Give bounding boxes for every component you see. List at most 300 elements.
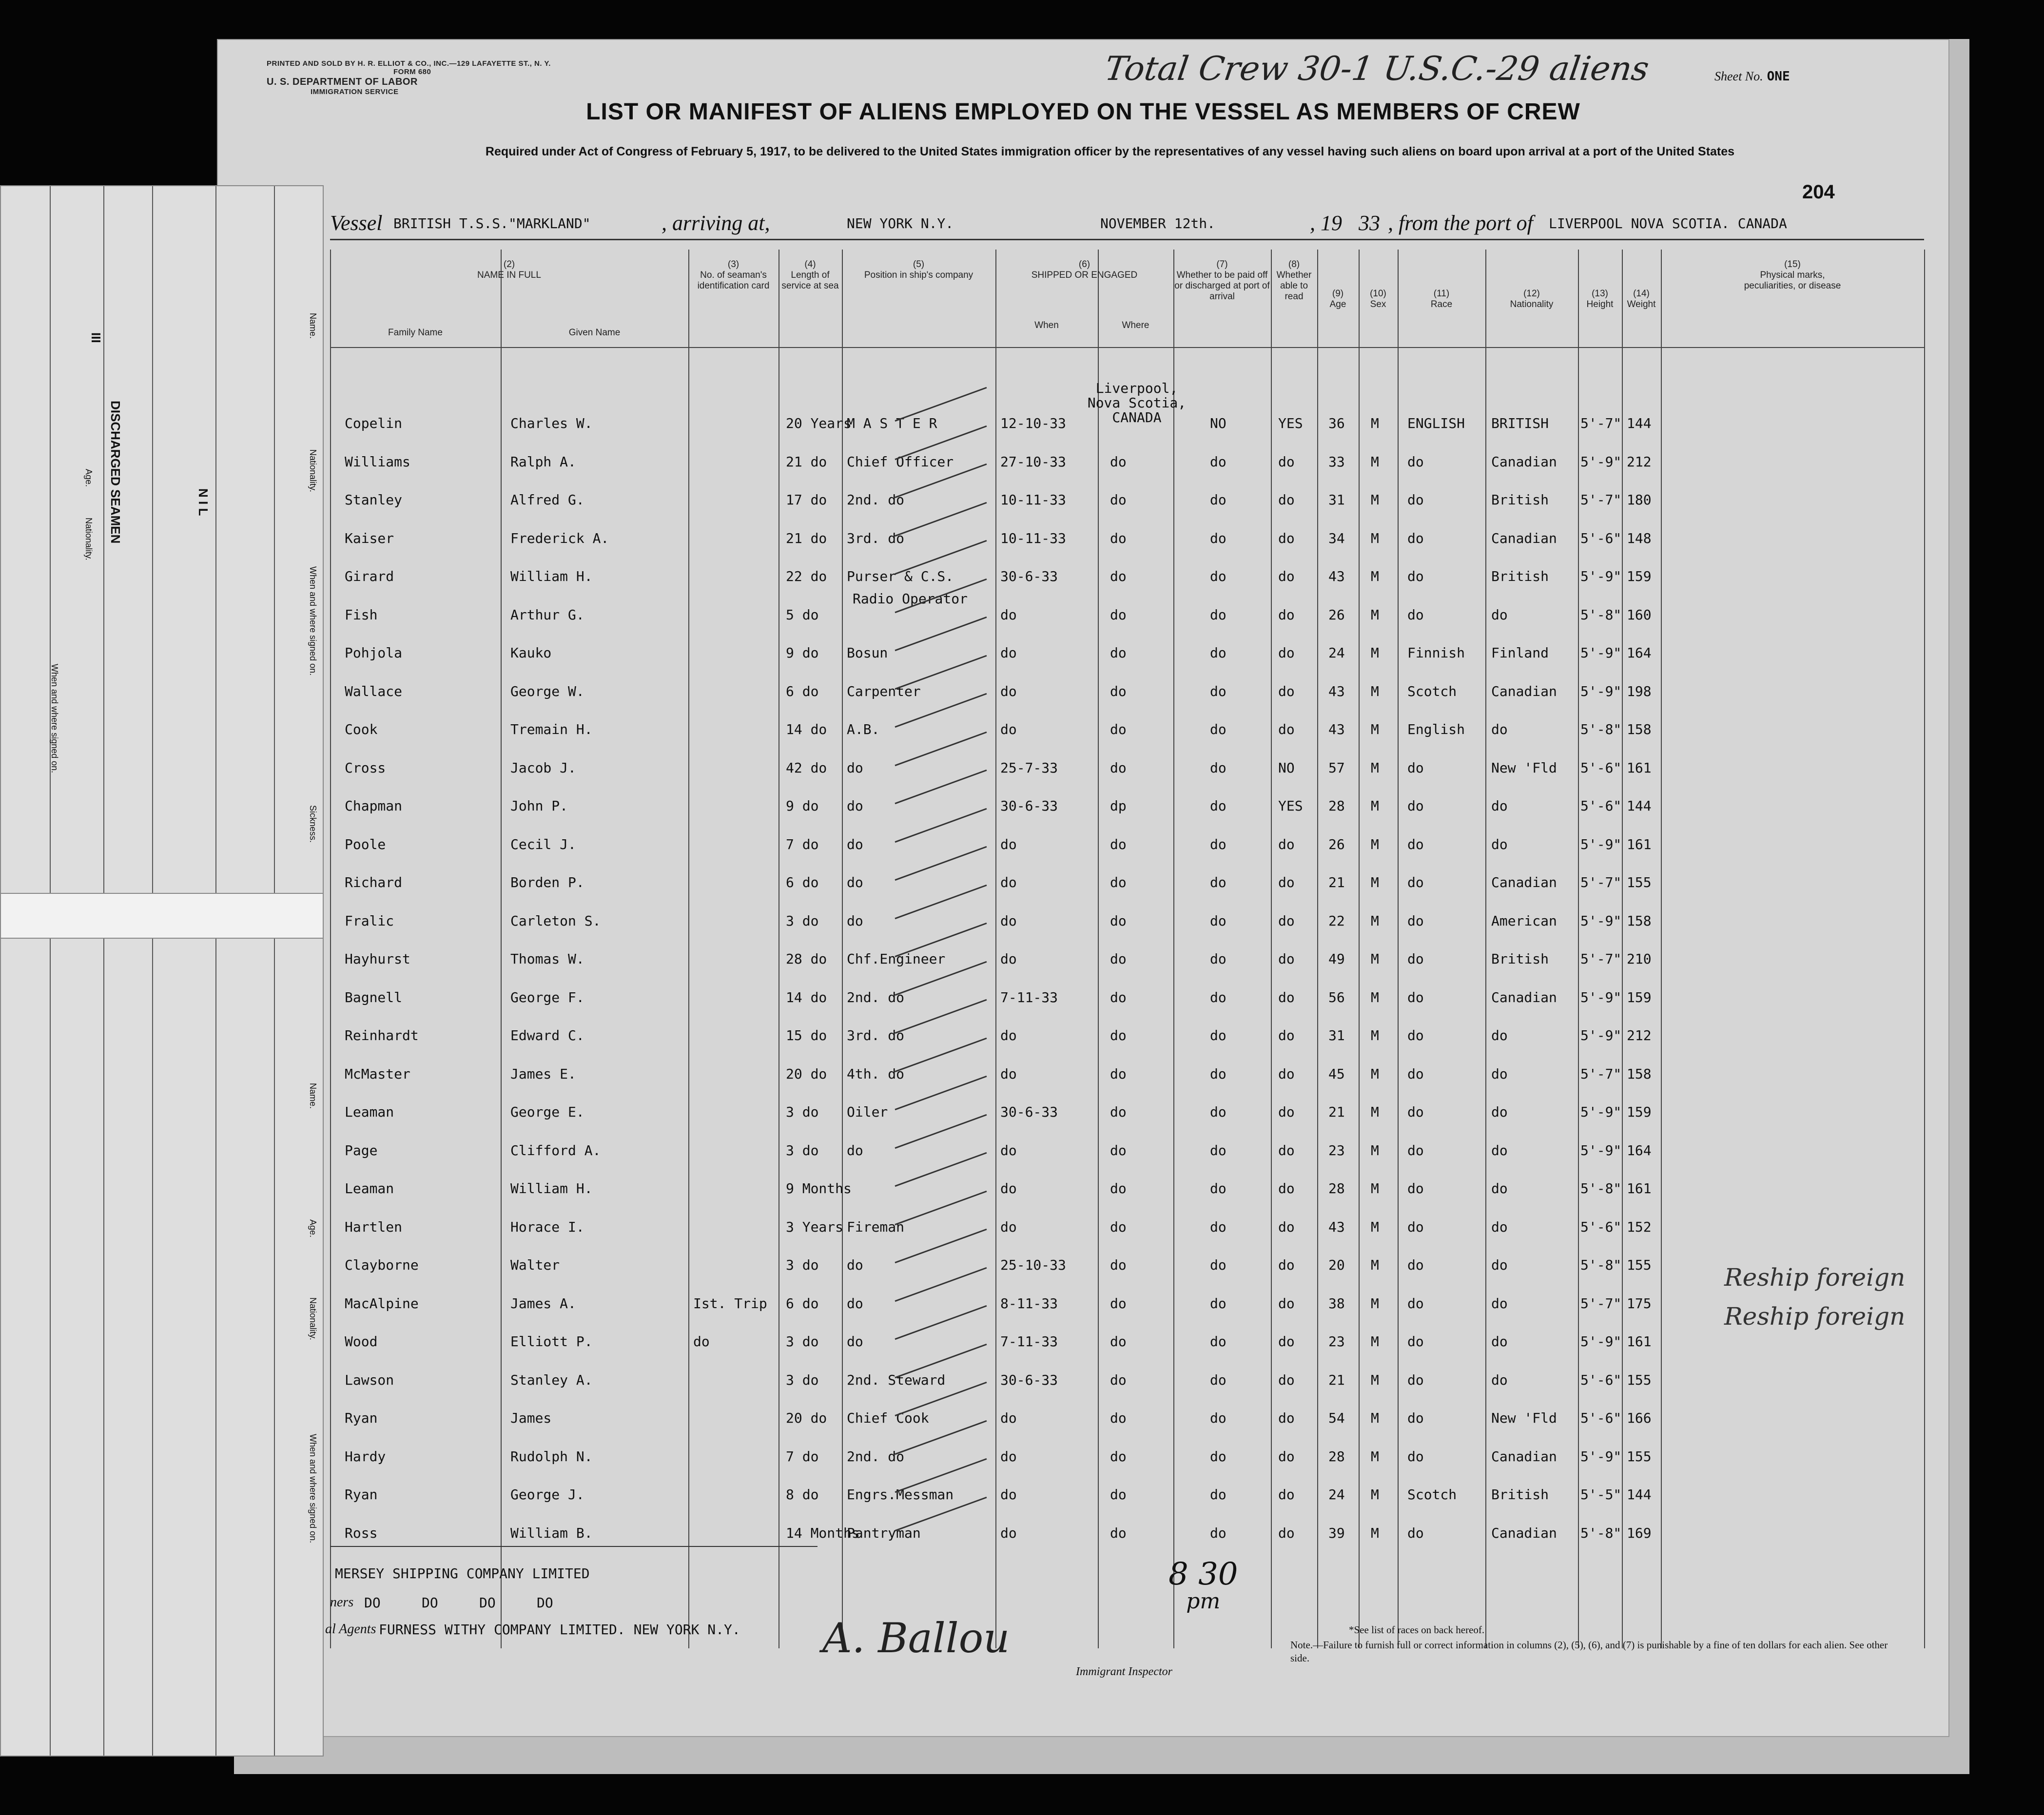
- where-cell: do: [1110, 912, 1127, 929]
- age-cell: 24: [1328, 645, 1345, 661]
- paid-off-cell: do: [1210, 1525, 1226, 1541]
- age-cell: 23: [1328, 1333, 1345, 1350]
- col-weight: Weight: [1627, 299, 1656, 309]
- sex-cell: M: [1371, 683, 1379, 699]
- family-name-cell: Pohjola: [345, 645, 403, 661]
- family-name-cell: McMaster: [345, 1065, 410, 1082]
- read-cell: do: [1278, 492, 1295, 508]
- nationality-cell: New 'Fld: [1491, 1410, 1557, 1426]
- col-sex-header: [1359, 289, 1398, 310]
- table-row: [218, 1027, 1924, 1062]
- length-cell: 17 do: [786, 492, 827, 508]
- service: IMMIGRATION SERVICE: [311, 88, 399, 96]
- table-row: [218, 645, 1924, 679]
- where-cell: do: [1110, 836, 1127, 852]
- length-cell: 21 do: [786, 453, 827, 470]
- table-row: [218, 492, 1924, 526]
- position-cell: do: [847, 1257, 863, 1273]
- height-cell: 5'-7": [1580, 874, 1622, 890]
- table-row: [218, 1333, 1924, 1368]
- weight-cell: 198: [1627, 683, 1652, 699]
- height-cell: 5'-8": [1580, 606, 1622, 623]
- col-where: Where: [1122, 320, 1149, 330]
- height-cell: 5'-7": [1580, 1295, 1622, 1312]
- weight-cell: 152: [1627, 1218, 1652, 1235]
- ls-nationality-label-2: Nationality.: [84, 518, 94, 560]
- position-cell: 3rd. do: [847, 1027, 905, 1043]
- col-age-header: [1317, 289, 1359, 310]
- given-name-cell: George W.: [510, 683, 584, 699]
- table-row: [218, 1142, 1924, 1177]
- nationality-cell: do: [1491, 1257, 1508, 1273]
- length-cell: 3 do: [786, 912, 819, 929]
- paid-off-cell: do: [1210, 1448, 1226, 1465]
- weight-cell: 155: [1627, 1371, 1652, 1388]
- ls-when-where-label-lower: When and where signed on.: [308, 1434, 318, 1544]
- col-sex: Sex: [1370, 299, 1386, 309]
- nationality-cell: do: [1491, 1371, 1508, 1388]
- when-cell: do: [1000, 912, 1017, 929]
- where-cell: do: [1110, 568, 1127, 584]
- age-cell: 57: [1328, 759, 1345, 776]
- paid-off-cell: do: [1210, 1104, 1226, 1120]
- footer-rule: [330, 1546, 818, 1547]
- race-cell: English: [1407, 721, 1465, 737]
- nil-entry: N I L: [196, 488, 211, 516]
- col-race-header: [1398, 289, 1485, 310]
- age-cell: 21: [1328, 1371, 1345, 1388]
- col-num-8: (8): [1288, 259, 1300, 270]
- height-cell: 5'-9": [1580, 683, 1622, 699]
- ls-nationality-label: Nationality.: [308, 449, 318, 492]
- col-num-6: (6): [1078, 259, 1090, 270]
- sex-cell: M: [1371, 1525, 1379, 1541]
- printer-line: PRINTED AND SOLD BY H. R. ELLIOT & CO., INC.—129 LAFAYETTE ST., N. Y.: [267, 59, 551, 68]
- nationality-cell: do: [1491, 606, 1508, 623]
- penalty-note: Note.—Failure to furnish full or correct information in columns (2), (5), (6), and (7) is punishable by a fine of ten dollars for each alien. See other side.: [1290, 1639, 1888, 1664]
- ls-when-where-label: When and where signed on.: [308, 566, 318, 676]
- race-cell: do: [1407, 1410, 1424, 1426]
- col-num-12: (12): [1523, 289, 1540, 299]
- where-cell: do: [1110, 1257, 1127, 1273]
- age-cell: 43: [1328, 568, 1345, 584]
- given-name-cell: Walter: [510, 1257, 560, 1273]
- when-cell: do: [1000, 1065, 1017, 1082]
- nationality-cell: British: [1491, 568, 1549, 584]
- age-cell: 31: [1328, 492, 1345, 508]
- agents-label: al Agents: [325, 1622, 376, 1637]
- sex-cell: M: [1371, 1180, 1379, 1197]
- given-name-cell: Cecil J.: [510, 836, 576, 852]
- sex-cell: M: [1371, 1371, 1379, 1388]
- nationality-cell: British: [1491, 492, 1549, 508]
- age-cell: 21: [1328, 1104, 1345, 1120]
- race-cell: Finnish: [1407, 645, 1465, 661]
- table-row: [218, 1410, 1924, 1444]
- weight-cell: 144: [1627, 1487, 1652, 1503]
- age-cell: 56: [1328, 989, 1345, 1005]
- when-cell: do: [1000, 1525, 1017, 1541]
- col-num-10: (10): [1370, 289, 1386, 299]
- year-prefix: , 19: [1310, 211, 1342, 235]
- vessel-label: Vessel: [330, 211, 383, 235]
- length-cell: 6 do: [786, 683, 819, 699]
- given-name-cell: Elliott P.: [510, 1333, 593, 1350]
- weight-cell: 159: [1627, 989, 1652, 1005]
- read-cell: do: [1278, 1142, 1295, 1159]
- family-name-cell: Williams: [345, 453, 410, 470]
- vessel-line: [330, 211, 1924, 240]
- when-cell: do: [1000, 1218, 1017, 1235]
- position-cell: do: [847, 798, 863, 814]
- nationality-cell: do: [1491, 1180, 1508, 1197]
- sex-cell: M: [1371, 1448, 1379, 1465]
- nationality-cell: Canadian: [1491, 1448, 1557, 1465]
- length-cell: 6 do: [786, 1295, 819, 1312]
- length-cell: 14 do: [786, 989, 827, 1005]
- weight-cell: 164: [1627, 645, 1652, 661]
- table-row: [218, 1180, 1924, 1215]
- race-cell: do: [1407, 1333, 1424, 1350]
- from-value: LIVERPOOL NOVA SCOTIA. CANADA: [1549, 215, 1787, 232]
- nationality-cell: do: [1491, 1295, 1508, 1312]
- company-name: MERSEY SHIPPING COMPANY LIMITED: [335, 1565, 590, 1582]
- signature-time: [1168, 1556, 1238, 1615]
- nationality-cell: Canadian: [1491, 874, 1557, 890]
- length-cell: 6 do: [786, 874, 819, 890]
- race-cell: do: [1407, 453, 1424, 470]
- weight-cell: 148: [1627, 530, 1652, 546]
- where-cell: do: [1110, 1525, 1127, 1541]
- height-cell: 5'-8": [1580, 1257, 1622, 1273]
- col-length-header: [779, 259, 842, 291]
- given-name-cell: Edward C.: [510, 1027, 584, 1043]
- when-cell: do: [1000, 606, 1017, 623]
- col-family-name: Family Name: [388, 328, 443, 338]
- race-cell: do: [1407, 1180, 1424, 1197]
- table-row: [218, 913, 1924, 947]
- col-num-5: (5): [913, 259, 925, 270]
- grid-line: [1924, 250, 1925, 1648]
- where-cell: do: [1110, 1487, 1127, 1503]
- ls-age-label-lower: Age.: [308, 1219, 318, 1238]
- col-num-3: (3): [727, 259, 740, 270]
- sex-cell: M: [1371, 1142, 1379, 1159]
- weight-cell: 212: [1627, 1027, 1652, 1043]
- height-cell: 5'-9": [1580, 1333, 1622, 1350]
- family-name-cell: Stanley: [345, 492, 403, 508]
- read-cell: do: [1278, 1295, 1295, 1312]
- length-cell: 3 do: [786, 1257, 819, 1273]
- sex-cell: M: [1371, 836, 1379, 852]
- family-name-cell: Wallace: [345, 683, 403, 699]
- when-cell: 7-11-33: [1000, 1333, 1058, 1350]
- age-cell: 43: [1328, 721, 1345, 737]
- table-row: [218, 721, 1924, 755]
- position-cell: 4th. do: [847, 1065, 905, 1082]
- where-cell: do: [1110, 989, 1127, 1005]
- ls-age-label: Age.: [84, 469, 94, 487]
- age-cell: 36: [1328, 415, 1345, 431]
- sex-cell: M: [1371, 606, 1379, 623]
- read-cell: do: [1278, 912, 1295, 929]
- paid-off-cell: do: [1210, 1142, 1226, 1159]
- sex-cell: M: [1371, 1257, 1379, 1273]
- weight-cell: 180: [1627, 492, 1652, 508]
- position-cell: do: [847, 874, 863, 890]
- sex-cell: M: [1371, 759, 1379, 776]
- where-cell: do: [1110, 606, 1127, 623]
- nationality-cell: Canadian: [1491, 683, 1557, 699]
- family-name-cell: Fralic: [345, 912, 394, 929]
- when-cell: 25-7-33: [1000, 759, 1058, 776]
- weight-cell: 144: [1627, 798, 1652, 814]
- weight-cell: 161: [1627, 1180, 1652, 1197]
- race-cell: do: [1407, 606, 1424, 623]
- table-row: [218, 836, 1924, 870]
- when-cell: 12-10-33: [1000, 415, 1066, 431]
- sex-cell: M: [1371, 798, 1379, 814]
- family-name-cell: Kaiser: [345, 530, 394, 546]
- when-cell: 27-10-33: [1000, 453, 1066, 470]
- table-row: [218, 454, 1924, 488]
- position-cell: Radio Operator: [852, 590, 968, 607]
- signature-time-pm: pm: [1186, 1589, 1221, 1614]
- weight-cell: 155: [1627, 1448, 1652, 1465]
- paid-off-cell: do: [1210, 1295, 1226, 1312]
- paid-off-cell: do: [1210, 1218, 1226, 1235]
- position-cell: 2nd. do: [847, 989, 905, 1005]
- weight-cell: 161: [1627, 1333, 1652, 1350]
- handwritten-reship-2: Reship foreign: [1724, 1302, 1906, 1331]
- height-cell: 5'-6": [1580, 1410, 1622, 1426]
- page-title: LIST OR MANIFEST OF ALIENS EMPLOYED ON THE VESSEL AS MEMBERS OF CREW: [586, 99, 1580, 125]
- ls-grid-line: [103, 186, 104, 1756]
- where-cell: do: [1110, 1371, 1127, 1388]
- col-race: Race: [1430, 299, 1453, 309]
- age-cell: 24: [1328, 1487, 1345, 1503]
- sex-cell: M: [1371, 1487, 1379, 1503]
- col-length: Length of service at sea: [781, 270, 839, 291]
- col-position: Position in ship's company: [864, 270, 973, 280]
- age-cell: 43: [1328, 1218, 1345, 1235]
- nationality-cell: do: [1491, 1218, 1508, 1235]
- read-cell: do: [1278, 1487, 1295, 1503]
- when-cell: do: [1000, 836, 1017, 852]
- read-cell: do: [1278, 1104, 1295, 1120]
- position-cell: M A S T E R: [847, 415, 937, 431]
- where-cell: do: [1110, 874, 1127, 890]
- race-cell: do: [1407, 874, 1424, 890]
- height-cell: 5'-9": [1580, 912, 1622, 929]
- ls-name-label: Name.: [308, 313, 318, 339]
- paid-off-cell: do: [1210, 530, 1226, 546]
- read-cell: do: [1278, 874, 1295, 890]
- given-name-cell: James E.: [510, 1065, 576, 1082]
- signature-time-hour: 8 30: [1168, 1556, 1238, 1592]
- ls-sickness-label: Sickness.: [308, 805, 318, 843]
- age-cell: 34: [1328, 530, 1345, 546]
- weight-cell: 169: [1627, 1525, 1652, 1541]
- family-name-cell: Richard: [345, 874, 403, 890]
- position-cell: Chf.Engineer: [847, 951, 946, 967]
- where-cell: dp: [1110, 798, 1127, 814]
- weight-cell: 159: [1627, 568, 1652, 584]
- given-name-cell: George J.: [510, 1487, 584, 1503]
- family-name-cell: Fish: [345, 606, 378, 623]
- when-cell: do: [1000, 1487, 1017, 1503]
- age-cell: 23: [1328, 1142, 1345, 1159]
- race-cell: Scotch: [1407, 1487, 1457, 1503]
- age-cell: 43: [1328, 683, 1345, 699]
- weight-cell: 160: [1627, 606, 1652, 623]
- paid-off-cell: do: [1210, 606, 1226, 623]
- age-cell: 45: [1328, 1065, 1345, 1082]
- height-cell: 5'-7": [1580, 1065, 1622, 1082]
- col-weight-header: [1622, 289, 1661, 310]
- paid-off-cell: do: [1210, 1027, 1226, 1043]
- race-cell: do: [1407, 530, 1424, 546]
- inspector-label: Immigrant Inspector: [1076, 1665, 1172, 1678]
- position-cell: Chief Cook: [847, 1410, 929, 1426]
- age-cell: 26: [1328, 606, 1345, 623]
- where-cell: do: [1110, 1218, 1127, 1235]
- position-cell: Purser & C.S.: [847, 568, 954, 584]
- table-row: [218, 760, 1924, 794]
- length-cell: 22 do: [786, 568, 827, 584]
- ls-grid-line: [50, 186, 51, 1756]
- position-cell: Pantryman: [847, 1525, 921, 1541]
- table-row: [218, 530, 1924, 564]
- nationality-cell: British: [1491, 1487, 1549, 1503]
- race-cell: do: [1407, 1142, 1424, 1159]
- sex-cell: M: [1371, 1065, 1379, 1082]
- sex-cell: M: [1371, 530, 1379, 546]
- age-cell: 39: [1328, 1525, 1345, 1541]
- race-cell: do: [1407, 1027, 1424, 1043]
- when-cell: 25-10-33: [1000, 1257, 1066, 1273]
- given-name-cell: William H.: [510, 568, 593, 584]
- read-cell: do: [1278, 1218, 1295, 1235]
- when-cell: 10-11-33: [1000, 530, 1066, 546]
- header-rule: [330, 347, 1924, 348]
- nationality-cell: do: [1491, 721, 1508, 737]
- height-cell: 5'-8": [1580, 721, 1622, 737]
- sex-cell: M: [1371, 415, 1379, 431]
- read-cell: do: [1278, 1525, 1295, 1541]
- col-num-15: (15): [1784, 259, 1801, 270]
- position-cell: do: [847, 1295, 863, 1312]
- paid-off-cell: do: [1210, 836, 1226, 852]
- col-num-14: (14): [1633, 289, 1650, 299]
- table-row: [218, 1295, 1924, 1330]
- paid-off-cell: do: [1210, 683, 1226, 699]
- read-cell: do: [1278, 1410, 1295, 1426]
- given-name-cell: Kauko: [510, 645, 552, 661]
- page-number: 204: [1802, 181, 1835, 203]
- paid-off-cell: do: [1210, 721, 1226, 737]
- paid-off-cell: do: [1210, 759, 1226, 776]
- printer-block: [267, 59, 551, 96]
- position-cell: A.B.: [847, 721, 880, 737]
- height-cell: 5'-6": [1580, 530, 1622, 546]
- given-name-cell: Charles W.: [510, 415, 593, 431]
- when-cell: 30-6-33: [1000, 798, 1058, 814]
- height-cell: 5'-9": [1580, 989, 1622, 1005]
- height-cell: 5'-9": [1580, 1448, 1622, 1465]
- ls-strip: [1, 893, 323, 939]
- races-note: *See list of races on back hereof.: [1349, 1624, 1485, 1636]
- read-cell: NO: [1278, 759, 1295, 776]
- family-name-cell: Leaman: [345, 1104, 394, 1120]
- where-cell: do: [1110, 453, 1127, 470]
- age-cell: 28: [1328, 798, 1345, 814]
- race-cell: do: [1407, 568, 1424, 584]
- family-name-cell: Reinhardt: [345, 1027, 419, 1043]
- paid-off-cell: do: [1210, 989, 1226, 1005]
- given-name-cell: Borden P.: [510, 874, 584, 890]
- family-name-cell: Cross: [345, 759, 386, 776]
- age-cell: 54: [1328, 1410, 1345, 1426]
- nationality-cell: Canadian: [1491, 1525, 1557, 1541]
- nationality-cell: do: [1491, 1333, 1508, 1350]
- position-cell: do: [847, 1333, 863, 1350]
- form-number: FORM 680: [393, 68, 431, 76]
- length-cell: 3 do: [786, 1333, 819, 1350]
- when-cell: 30-6-33: [1000, 1104, 1058, 1120]
- col-given-name: Given Name: [568, 328, 621, 338]
- race-cell: do: [1407, 912, 1424, 929]
- height-cell: 5'-7": [1580, 415, 1622, 431]
- table-row: [218, 380, 1924, 449]
- nationality-cell: do: [1491, 836, 1508, 852]
- where-cell: do: [1110, 1333, 1127, 1350]
- family-name-cell: Ross: [345, 1525, 378, 1541]
- read-cell: do: [1278, 530, 1295, 546]
- position-cell: 2nd. do: [847, 1448, 905, 1465]
- length-cell: 3 do: [786, 1142, 819, 1159]
- length-cell: 3 do: [786, 1371, 819, 1388]
- col-paid-off: Whether to be paid off or discharged at port of arrival: [1174, 270, 1270, 302]
- col-height: Height: [1586, 299, 1614, 309]
- when-cell: do: [1000, 951, 1017, 967]
- read-cell: do: [1278, 836, 1295, 852]
- age-cell: 21: [1328, 874, 1345, 890]
- weight-cell: 155: [1627, 1257, 1652, 1273]
- height-cell: 5'-5": [1580, 1487, 1622, 1503]
- length-cell: 21 do: [786, 530, 827, 546]
- nationality-cell: do: [1491, 1104, 1508, 1120]
- nationality-cell: Canadian: [1491, 989, 1557, 1005]
- col-num-11: (11): [1433, 289, 1450, 299]
- nationality-cell: British: [1491, 951, 1549, 967]
- when-cell: 30-6-33: [1000, 1371, 1058, 1388]
- table-row: [218, 874, 1924, 908]
- weight-cell: 210: [1627, 951, 1652, 967]
- year-value: 33: [1359, 211, 1380, 235]
- handwritten-crew-total: Total Crew 30-1 U.S.C.-29 aliens: [1102, 50, 1652, 88]
- col-num-9: (9): [1332, 289, 1344, 299]
- ls-grid-line: [152, 186, 153, 1756]
- weight-cell: 164: [1627, 1142, 1652, 1159]
- race-cell: do: [1407, 1218, 1424, 1235]
- family-name-cell: Hartlen: [345, 1218, 403, 1235]
- table-row: [218, 683, 1924, 717]
- col-num-7: (7): [1216, 259, 1228, 270]
- arrival-date: NOVEMBER 12th.: [1100, 215, 1216, 232]
- family-name-cell: Wood: [345, 1333, 378, 1350]
- when-cell: do: [1000, 1448, 1017, 1465]
